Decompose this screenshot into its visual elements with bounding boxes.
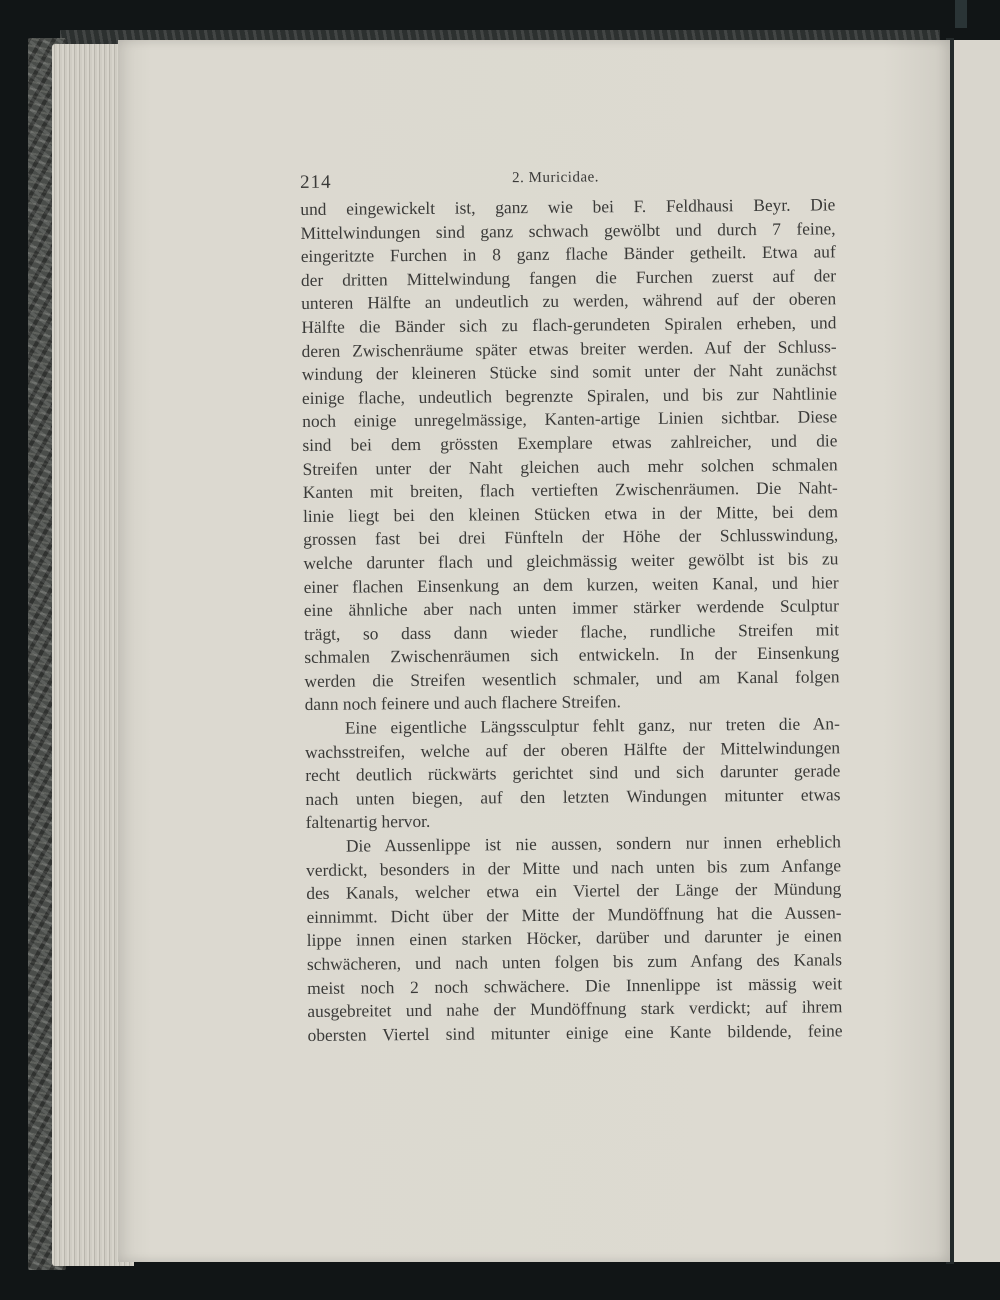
text-line: schmalen Zwischenräumen sich entwickeln. In der Einsenkung xyxy=(304,642,840,668)
text-line: lippe innen einen starken Höcker, darüber und darunter je einen xyxy=(306,925,842,951)
paragraph-start-line: Eine eigentliche Längssculptur fehlt ganz, nur treten die An- xyxy=(344,713,840,738)
text-line: des Kanals, welcher etwa ein Viertel der Länge der Mündung xyxy=(306,878,842,904)
text-line: ausgebreitet und nahe der Mundöffnung stark verdickt; auf ihrem xyxy=(307,996,843,1022)
text-line: unteren Hälfte an undeutlich zu werden, während auf der oberen xyxy=(301,288,837,314)
text-line: eingeritzte Furchen in 8 ganz flache Bänder getheilt. Etwa auf xyxy=(300,241,836,267)
paragraph-end-line: faltenartig hervor. xyxy=(305,811,431,833)
text-line: deren Zwischenräume später etwas breiter werden. Auf der Schluss- xyxy=(301,335,837,361)
spine-tab xyxy=(955,0,967,28)
text-line: der dritten Mittelwindung fangen die Furchen zuerst auf der xyxy=(300,265,837,290)
text-line: wachsstreifen, welche auf der oberen Hälfte der Mittelwindungen xyxy=(305,736,841,762)
running-head: 2. Muricidae. xyxy=(512,169,600,187)
text-line: trägt, so dass dann wieder flache, rundliche Streifen mit xyxy=(303,619,840,644)
text-line: recht deutlich rückwärts gerichtet sind und sich darunter gerade xyxy=(305,760,841,786)
text-line: linie liegt bei den kleinen Stücken etwa in der Mitte, bei dem xyxy=(302,501,839,526)
text-line: eine ähnliche aber nach unten immer stärker werdende Sculptur xyxy=(303,595,839,621)
text-line: grossen fast bei drei Fünfteln der Höhe der Schlusswindung, xyxy=(303,524,839,550)
text-line: Hälfte die Bänder sich zu flach-gerundeten Spiralen erheben, und xyxy=(301,312,837,337)
text-line: verdickt, besonders in der Mitte und nach unten bis zum Anfange xyxy=(306,854,842,880)
text-line: nach unten biegen, auf den letzten Windungen mitunter etwas xyxy=(305,784,841,809)
text-line: noch einige unregelmässige, Kanten-artige Linien sichtbar. Diese xyxy=(302,406,838,432)
text-line: einnimmt. Dicht über der Mitte der Mundöffnung hat die Aussen- xyxy=(306,902,842,927)
text-block xyxy=(300,163,843,1047)
text-line: Streifen unter der Naht gleichen auch mehr solchen schmalen xyxy=(302,453,838,479)
text-line: schwächeren, und nach unten folgen bis zum Anfang des Kanals xyxy=(306,949,843,974)
paragraph-end-line: dann noch feinere und auch flachere Streifen. xyxy=(304,691,622,715)
page-header xyxy=(300,163,835,198)
text-line: einer flachen Einsenkung an dem kurzen, weiten Kanal, und hier xyxy=(303,571,839,597)
text-line: windung der kleineren Stücke sind somit unter der Naht zunächst xyxy=(301,359,837,385)
facing-page-sliver xyxy=(954,40,1000,1262)
text-line: sind bei dem grössten Exemplare etwas zahlreicher, und die xyxy=(302,430,838,455)
text-line: meist noch 2 noch schwächere. Die Innenlippe ist mässig weit xyxy=(307,972,843,998)
text-line: obersten Viertel sind mitunter einige eine Kante bildende, feine xyxy=(307,1020,843,1045)
page-number: 214 xyxy=(300,171,332,193)
text-line: werden die Streifen wesentlich schmaler, und am Kanal folgen xyxy=(304,666,840,691)
text-line: einige flache, undeutlich begrenzte Spiralen, und bis zur Nahtlinie xyxy=(301,383,838,408)
text-line: Kanten mit breiten, flach vertieften Zwischenräumen. Die Naht- xyxy=(302,477,838,503)
text-line: und eingewickelt ist, ganz wie bei F. Feldhausi Beyr. Die xyxy=(300,194,836,219)
text-line: Mittelwindungen sind ganz schwach gewölbt und durch 7 feine, xyxy=(300,217,836,243)
text-line: welche darunter flach und gleichmässig weiter gewölbt ist bis zu xyxy=(303,548,839,573)
paragraph-start-line: Die Aussenlippe ist nie aussen, sondern nur innen erheblich xyxy=(345,831,841,856)
